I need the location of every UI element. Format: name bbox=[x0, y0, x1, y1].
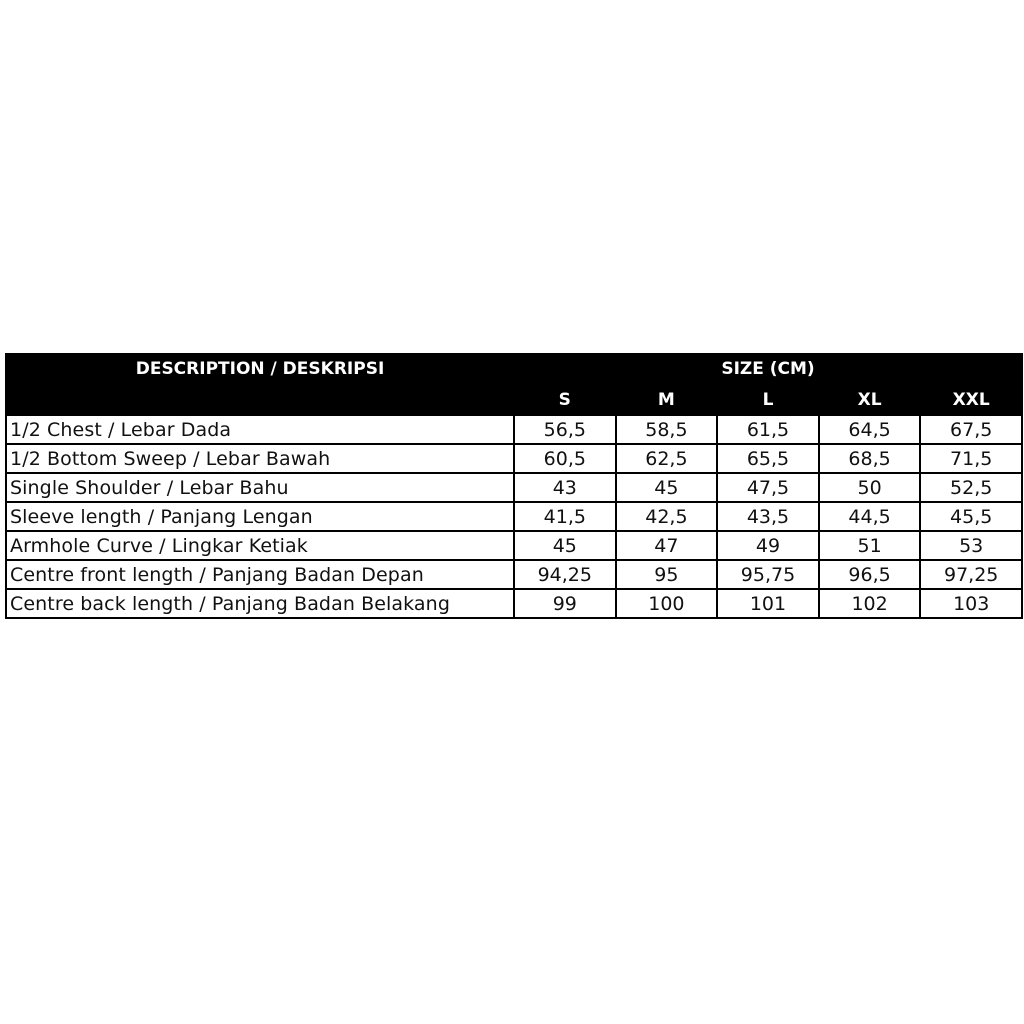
cell-value: 64,5 bbox=[819, 415, 921, 444]
row-label: 1/2 Bottom Sweep / Lebar Bawah bbox=[6, 444, 514, 473]
row-label: Single Shoulder / Lebar Bahu bbox=[6, 473, 514, 502]
cell-value: 42,5 bbox=[616, 502, 718, 531]
cell-value: 96,5 bbox=[819, 560, 921, 589]
cell-value: 68,5 bbox=[819, 444, 921, 473]
cell-value: 50 bbox=[819, 473, 921, 502]
table-row bbox=[6, 444, 1022, 473]
cell-value: 45,5 bbox=[920, 502, 1022, 531]
size-header-s: S bbox=[514, 384, 616, 415]
cell-value: 60,5 bbox=[514, 444, 616, 473]
table-row bbox=[6, 589, 1022, 618]
cell-value: 56,5 bbox=[514, 415, 616, 444]
cell-value: 47 bbox=[616, 531, 718, 560]
size-header-l: L bbox=[717, 384, 819, 415]
cell-value: 44,5 bbox=[819, 502, 921, 531]
size-header-m: M bbox=[616, 384, 718, 415]
cell-value: 103 bbox=[920, 589, 1022, 618]
cell-value: 58,5 bbox=[616, 415, 718, 444]
row-label: 1/2 Chest / Lebar Dada bbox=[6, 415, 514, 444]
cell-value: 47,5 bbox=[717, 473, 819, 502]
cell-value: 61,5 bbox=[717, 415, 819, 444]
table-row bbox=[6, 531, 1022, 560]
row-label: Armhole Curve / Lingkar Ketiak bbox=[6, 531, 514, 560]
size-group-header: SIZE (CM) bbox=[514, 354, 1022, 384]
cell-value: 51 bbox=[819, 531, 921, 560]
cell-value: 41,5 bbox=[514, 502, 616, 531]
cell-value: 101 bbox=[717, 589, 819, 618]
size-header-xl: XL bbox=[819, 384, 921, 415]
cell-value: 97,25 bbox=[920, 560, 1022, 589]
description-header: DESCRIPTION / DESKRIPSI bbox=[6, 354, 514, 415]
cell-value: 49 bbox=[717, 531, 819, 560]
cell-value: 71,5 bbox=[920, 444, 1022, 473]
table-row bbox=[6, 473, 1022, 502]
cell-value: 53 bbox=[920, 531, 1022, 560]
table-row bbox=[6, 415, 1022, 444]
cell-value: 52,5 bbox=[920, 473, 1022, 502]
cell-value: 67,5 bbox=[920, 415, 1022, 444]
table-row bbox=[6, 502, 1022, 531]
row-label: Centre back length / Panjang Badan Belakang bbox=[6, 589, 514, 618]
cell-value: 95,75 bbox=[717, 560, 819, 589]
cell-value: 100 bbox=[616, 589, 718, 618]
cell-value: 65,5 bbox=[717, 444, 819, 473]
cell-value: 43 bbox=[514, 473, 616, 502]
cell-value: 102 bbox=[819, 589, 921, 618]
cell-value: 43,5 bbox=[717, 502, 819, 531]
cell-value: 62,5 bbox=[616, 444, 718, 473]
table-row bbox=[6, 560, 1022, 589]
size-header-xxl: XXL bbox=[920, 384, 1022, 415]
size-chart-body bbox=[6, 415, 1022, 618]
row-label: Sleeve length / Panjang Lengan bbox=[6, 502, 514, 531]
row-label: Centre front length / Panjang Badan Depan bbox=[6, 560, 514, 589]
cell-value: 94,25 bbox=[514, 560, 616, 589]
cell-value: 99 bbox=[514, 589, 616, 618]
size-chart-table bbox=[5, 353, 1023, 619]
size-chart-header bbox=[6, 354, 1022, 415]
cell-value: 45 bbox=[514, 531, 616, 560]
cell-value: 95 bbox=[616, 560, 718, 589]
cell-value: 45 bbox=[616, 473, 718, 502]
header-row-main bbox=[6, 354, 1022, 384]
